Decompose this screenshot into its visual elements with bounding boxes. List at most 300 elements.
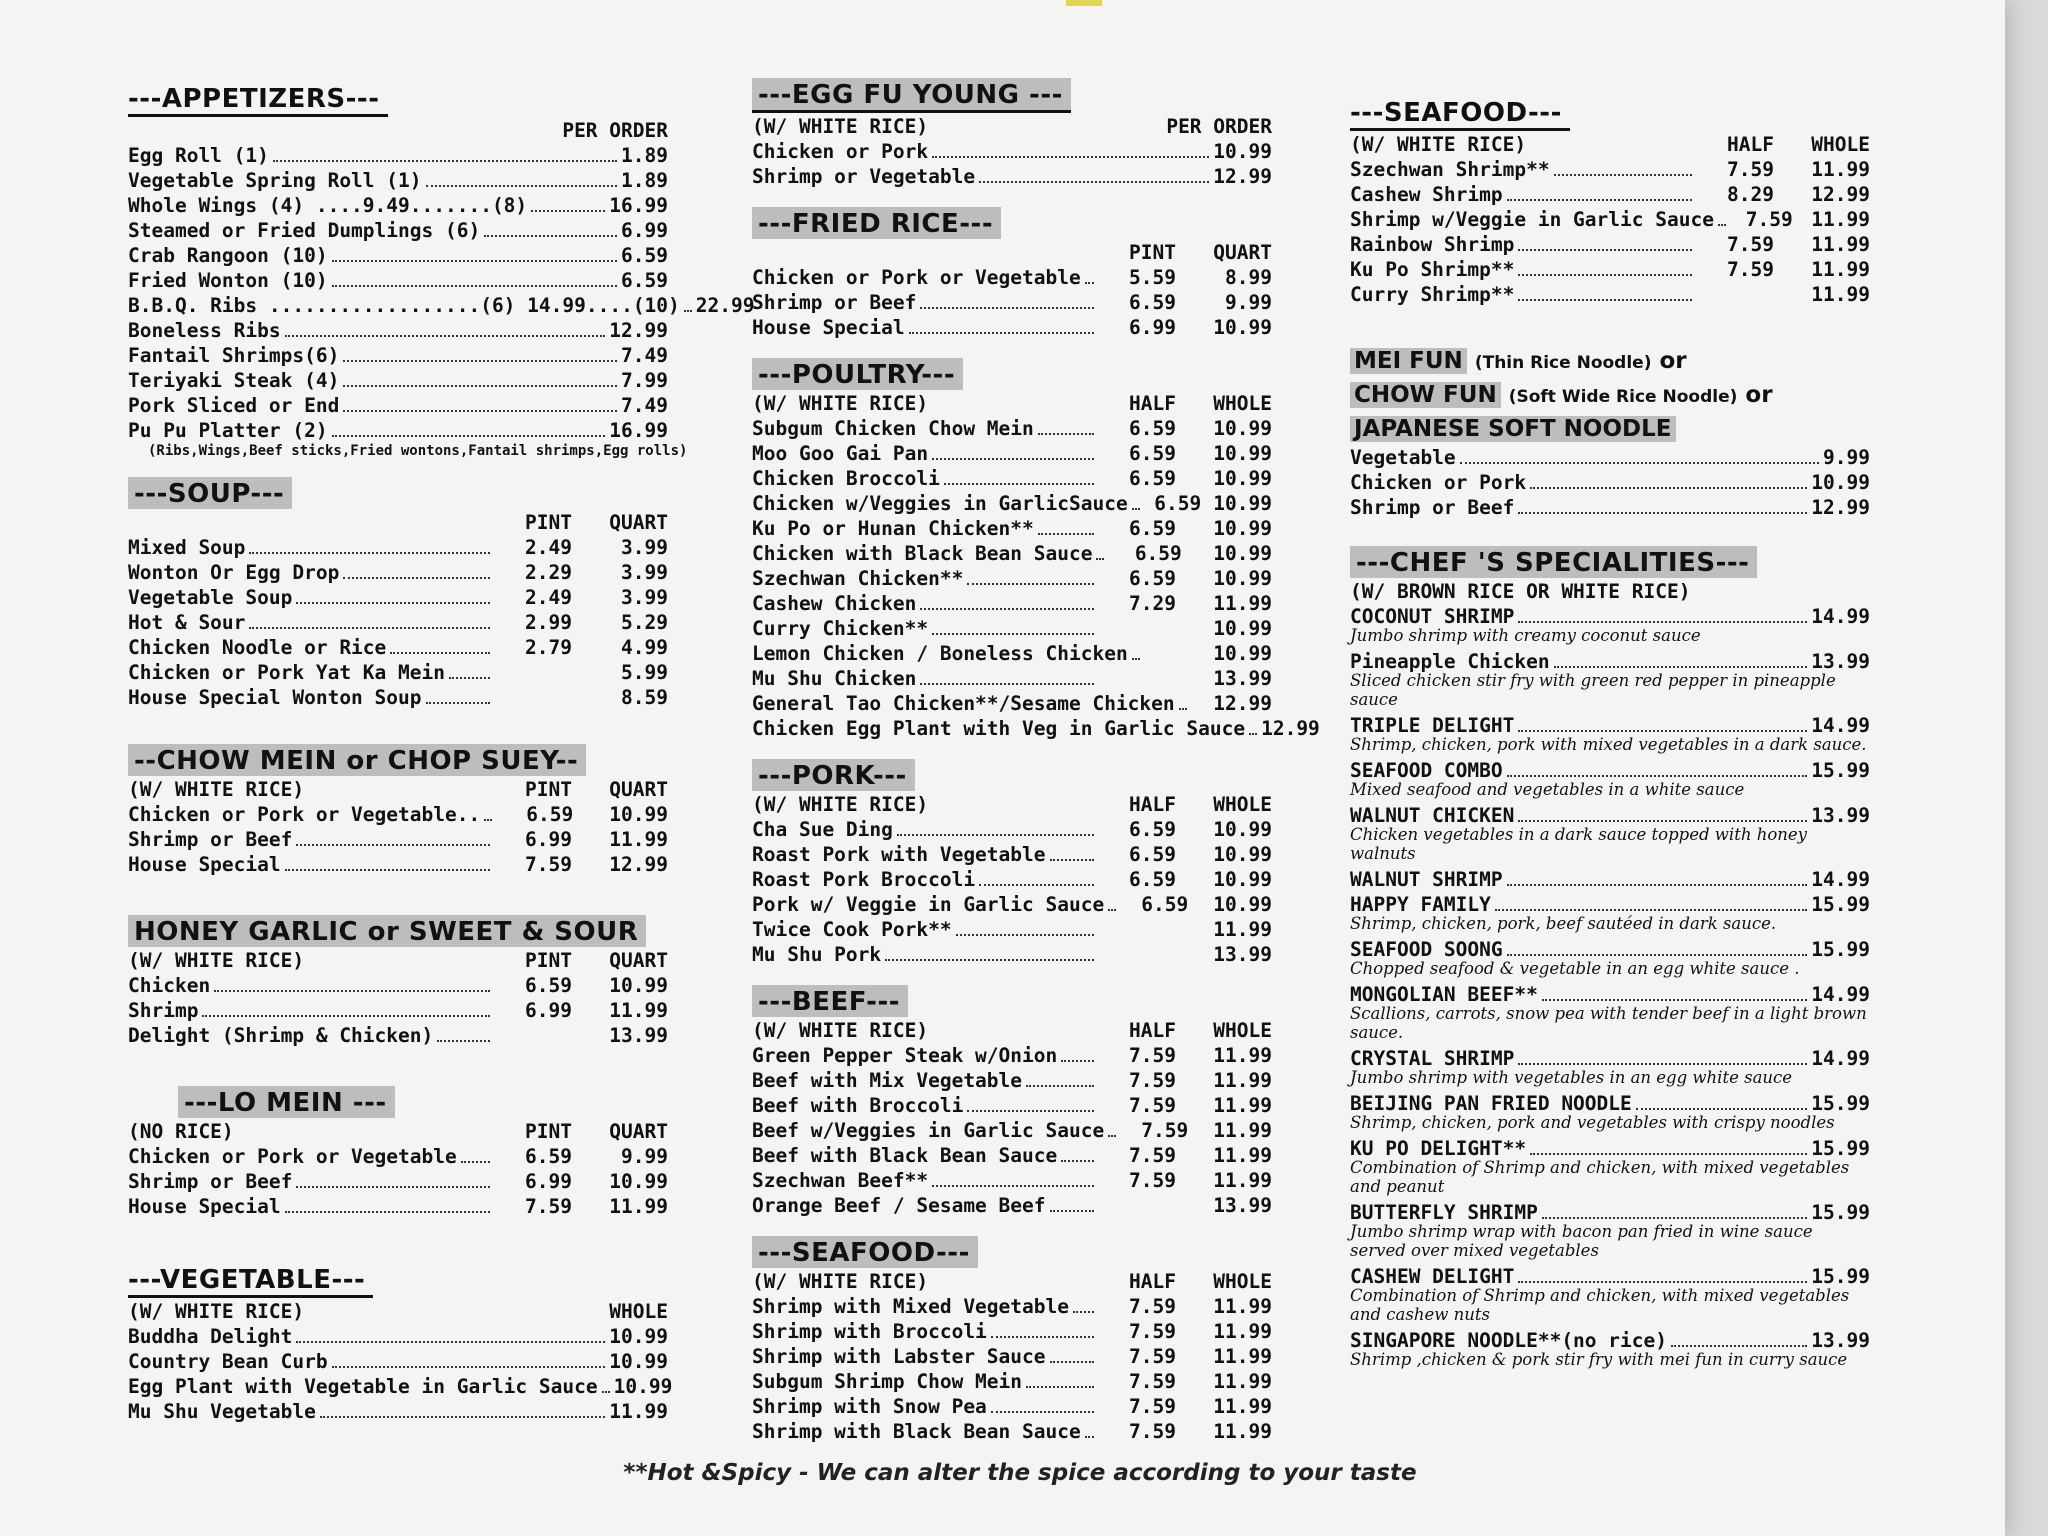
menu-item [128,268,668,293]
leader-dots [484,235,617,237]
item-price: 15.99 [1811,1265,1870,1288]
menu-item [128,535,668,560]
item-name: Green Pepper Steak w/Onion [752,1044,1058,1067]
item-price-large: 9.99 [1225,291,1272,314]
menu-item [1350,207,1870,232]
item-price-large: 10.99 [1213,818,1272,841]
eggfu-title: ---EGG FU YOUNG --- [752,78,1071,113]
leader-dots [426,702,491,704]
item-price: 7.99 [621,369,668,392]
item-price-large: 11.99 [1213,1119,1272,1142]
item-price-small: 6.59 [1129,442,1176,465]
item-price: 14.99 [1811,1047,1870,1070]
leader-dots [484,819,492,821]
item-price-large: 10.99 [1213,567,1272,590]
item-name: Buddha Delight [128,1325,293,1348]
leader-dots [273,160,617,162]
item-name: Mixed Soup [128,536,246,559]
item-name: Shrimp or Beef [752,291,917,314]
item-price: 14.99 [1811,714,1870,737]
item-price-large: 11.99 [609,1195,668,1218]
item-price: 10.99 [609,1325,668,1348]
chef-note: (W/ BROWN RICE OR WHITE RICE) [1350,580,1691,603]
item-price-large: 10.99 [609,974,668,997]
eggfu-list [752,139,1272,189]
menu-item [752,416,1272,441]
item-price-large: 10.99 [1213,843,1272,866]
pork-title: ---PORK--- [752,759,915,791]
leader-dots [320,1416,605,1418]
leader-dots [932,1185,1094,1187]
chow-note: (W/ WHITE RICE) [128,778,305,801]
item-name: General Tao Chicken**/Sesame Chicken [752,692,1175,715]
leader-dots [920,608,1094,610]
item-name: CASHEW DELIGHT [1350,1265,1515,1288]
meifun-line1 [1350,345,1870,379]
appetizers-section [128,78,755,459]
item-name: Subgum Chicken Chow Mein [752,417,1034,440]
leader-dots [979,884,1094,886]
item-name: House Special [128,853,281,876]
item-name: Chicken or Pork Yat Ka Mein [128,661,445,684]
item-price-large: 10.99 [1213,642,1272,665]
menu-item [752,1419,1272,1444]
seafood-note: (W/ WHITE RICE) [1350,133,1527,156]
leader-dots [1061,1160,1094,1162]
item-name: SINGAPORE NOODLE**(no rice) [1350,1329,1667,1352]
item-price: 10.99 [613,1375,673,1398]
item-name: Pork w/ Veggie in Garlic Sauce [752,893,1105,916]
eggfu-section [752,74,1272,189]
leader-dots [449,677,490,679]
item-name: Fantail Shrimps(6) [128,344,340,367]
leader-dots [1530,487,1807,489]
item-name: Vegetable [1350,446,1456,469]
item-price: 11.99 [609,1400,668,1423]
item-name: Roast Pork with Vegetable [752,843,1046,866]
item-price-large: 10.99 [1213,868,1272,891]
leader-dots [1096,558,1104,560]
item-name: Beef w/Veggies in Garlic Sauce [752,1119,1105,1142]
item-price-large: 11.99 [1213,1094,1272,1117]
menu-item [1350,182,1870,207]
item-price-small: 6.59 [1129,843,1176,866]
whole-label: WHOLE [1213,392,1272,415]
menu-item [1350,282,1870,307]
item-price: 10.99 [1213,140,1272,163]
leader-dots [885,959,1094,961]
menu-item [128,1194,668,1219]
item-price-small: 7.59 [1745,208,1793,231]
item-price-small: 6.59 [1129,291,1176,314]
menu-item [128,1023,668,1048]
menu-item [1350,470,1870,495]
item-name: Country Bean Curb [128,1350,328,1373]
item-price-small: 7.59 [1129,1169,1176,1192]
leader-dots [390,652,490,654]
menu-item [128,418,668,443]
soup-title: ---SOUP--- [128,477,292,509]
appetizers-title: ---APPETIZERS--- [128,82,388,117]
chowfun-title: CHOW FUN [1350,382,1501,408]
item-price-large: 12.99 [1213,692,1272,715]
item-price: 15.99 [1811,1137,1870,1160]
leader-dots [991,1411,1094,1413]
item-price-large: 12.99 [609,853,668,876]
item-price-large: 10.99 [609,803,668,826]
menu-item [752,541,1272,566]
item-name: Egg Plant with Vegetable in Garlic Sauce [128,1375,598,1398]
item-price-small: 6.99 [525,999,572,1022]
item-price-small: 6.59 [1141,893,1189,916]
meifun-line2 [1350,379,1870,413]
item-price: 15.99 [1811,1201,1870,1224]
item-name: Chicken or Pork [1350,471,1527,494]
leader-dots [944,483,1094,485]
leader-dots [285,869,490,871]
item-price-small: 7.59 [1727,258,1774,281]
half-label: HALF [1129,392,1176,415]
item-name: Hot & Sour [128,611,246,634]
item-price-large: 3.99 [621,536,668,559]
leader-dots [296,602,490,604]
item-name: TRIPLE DELIGHT [1350,714,1515,737]
item-price-large: 13.99 [609,1024,668,1047]
leader-dots [249,552,490,554]
seafood-list [1350,157,1870,307]
leader-dots [991,1336,1094,1338]
item-price-small: 6.59 [525,974,572,997]
item-name: WALNUT SHRIMP [1350,868,1503,891]
item-name: Curry Shrimp** [1350,283,1515,306]
pint-label: PINT [525,778,572,801]
seafood-title: ---SEAFOOD--- [1350,96,1570,131]
item-name: Shrimp [128,999,199,1022]
menu-item [1350,257,1870,282]
leader-dots [249,627,490,629]
beef-list [752,1043,1272,1218]
item-price-small: 7.59 [1129,1370,1176,1393]
item-price: 14.99 [1811,868,1870,891]
or-label: or [1659,348,1687,374]
item-price-small: 7.59 [1129,1295,1176,1318]
item-name: Shrimp with Snow Pea [752,1395,987,1418]
menu-item [128,343,668,368]
item-name: BEIJING PAN FRIED NOODLE [1350,1092,1632,1115]
menu-item [752,566,1272,591]
menu-item [752,1319,1272,1344]
leader-dots [202,1015,490,1017]
item-price-small: 8.29 [1727,183,1774,206]
item-price-small: 6.59 [1129,818,1176,841]
meifun-desc: (Thin Rice Noodle) [1474,353,1652,373]
leader-dots [1518,512,1807,514]
item-price-small: 7.59 [1129,1345,1176,1368]
leader-dots [1554,174,1692,176]
leader-dots [932,633,1094,635]
eggfu-note: (W/ WHITE RICE) [752,115,929,138]
item-name: Twice Cook Pork** [752,918,952,941]
item-price-large: 11.99 [1213,1295,1272,1318]
item-price-small: 7.59 [1129,1044,1176,1067]
leader-dots [979,181,1209,183]
item-price: 12.99 [1213,165,1272,188]
item-name: Shrimp with Black Bean Sauce [752,1420,1081,1443]
beef-colhead [752,1019,1272,1043]
leader-dots [343,577,490,579]
item-price-large: 11.99 [1213,1069,1272,1092]
menu-item [752,842,1272,867]
chow-section [128,740,668,877]
item-price: 13.99 [1811,804,1870,827]
item-name: Szechwan Beef** [752,1169,929,1192]
menu-item [752,641,1272,666]
whole-label: WHOLE [1213,1270,1272,1293]
leader-dots [332,435,606,437]
item-price-small: 2.79 [525,636,572,659]
item-price-small: 7.29 [1129,592,1176,615]
leader-dots [1518,274,1692,276]
honey-colhead [128,949,668,973]
poultry-note: (W/ WHITE RICE) [752,392,929,415]
item-name: Curry Chicken** [752,617,929,640]
item-price-large: 11.99 [1811,258,1870,281]
item-description: Combination of Shrimp and chicken, with mixed vegetables and peanut [1350,1158,1850,1196]
item-price: 6.59 [621,244,668,267]
item-name: Mu Shu Chicken [752,667,917,690]
quart-label: QUART [609,949,668,972]
item-name: Cashew Chicken [752,592,917,615]
leader-dots [285,335,606,337]
leader-dots [967,583,1094,585]
leader-dots [1038,433,1094,435]
item-price-large: 11.99 [1213,592,1272,615]
item-name: BUTTERFLY SHRIMP [1350,1201,1538,1224]
menu-item [752,1369,1272,1394]
item-price-small: 7.59 [1129,1069,1176,1092]
item-price-large: 5.99 [621,661,668,684]
poultry-title: ---POULTRY--- [752,358,963,390]
seafood-mid-section [752,1232,1272,1444]
item-name: MONGOLIAN BEEF** [1350,983,1538,1006]
pork-list [752,817,1272,967]
leader-dots [1507,199,1692,201]
pint-label: PINT [525,511,572,534]
item-price-large: 11.99 [1811,233,1870,256]
soup-list [128,535,668,710]
item-description: Chopped seafood & vegetable in an egg white sauce . [1350,959,1800,978]
half-label: HALF [1129,1019,1176,1042]
leader-dots [461,1161,490,1163]
item-price: 14.99 [1811,605,1870,628]
item-name: Egg Roll (1) [128,144,269,167]
item-price-large: 4.99 [621,636,668,659]
item-price: 15.99 [1811,893,1870,916]
menu-item [752,265,1272,290]
item-description: Jumbo shrimp with vegetables in an egg white sauce [1350,1068,1793,1087]
meifun-line3 [1350,413,1870,445]
item-name: Vegetable Soup [128,586,293,609]
item-name: Pu Pu Platter (2) [128,419,328,442]
menu-item [128,585,668,610]
item-price-small: 7.59 [525,853,572,876]
item-description: Shrimp ,chicken & pork stir fry with mei fun in curry sauce [1350,1350,1848,1369]
menu-item [752,1294,1272,1319]
menu-item [128,193,668,218]
item-price: 9.99 [1823,446,1870,469]
item-price-large: 11.99 [1213,1370,1272,1393]
item-price-large: 10.99 [609,1170,668,1193]
item-name: Subgum Shrimp Chow Mein [752,1370,1023,1393]
chow-list [128,802,668,877]
item-price-small: 6.99 [1129,316,1176,339]
menu-item [752,1043,1272,1068]
item-name: Shrimp or Beef [128,828,293,851]
menu-item [128,1144,668,1169]
item-name: House Special [752,316,905,339]
seafood-section [1350,92,1870,307]
item-price-small: 2.29 [525,561,572,584]
menu-item [752,892,1272,917]
menu-item [752,516,1272,541]
item-price-large: 13.99 [1213,943,1272,966]
item-name: Szechwan Shrimp** [1350,158,1550,181]
item-name: Vegetable Spring Roll (1) [128,169,422,192]
leader-dots [296,844,490,846]
item-name: Beef with Broccoli [752,1094,964,1117]
item-price-large: 11.99 [1213,918,1272,941]
item-description: Jumbo shrimp wrap with bacon pan fried in wine sauce served over mixed vegetables [1350,1222,1813,1260]
half-label: HALF [1129,793,1176,816]
item-price-small: 7.59 [1727,233,1774,256]
menu-item [752,691,1272,716]
menu-item [752,1168,1272,1193]
item-price-large: 13.99 [1213,1194,1272,1217]
pint-label: PINT [525,1120,572,1143]
leader-dots [426,185,618,187]
item-name: B.B.Q. Ribs ..................(6) 14.99....(10) [128,294,680,317]
lomein-colhead [128,1120,668,1144]
item-name: WALNUT CHICKEN [1350,804,1515,827]
leader-dots [1518,820,1807,822]
item-name: Shrimp or Vegetable [752,165,976,188]
item-name: CRYSTAL SHRIMP [1350,1047,1515,1070]
leader-dots [285,1211,490,1213]
chef-colhead [1350,580,1870,604]
item-price: 10.99 [609,1350,668,1373]
item-price: 12.99 [609,319,668,342]
leader-dots [1518,299,1692,301]
leader-dots [1179,708,1187,710]
item-name: Whole Wings (4) ....9.49.......(8) [128,194,528,217]
menu-item [752,1344,1272,1369]
item-price-large: 10.99 [1213,517,1272,540]
menu-item [128,368,668,393]
item-name: COCONUT SHRIMP [1350,605,1515,628]
item-price-small: 2.49 [525,536,572,559]
item-price-large: 9.99 [621,1145,668,1168]
menu-item [752,1193,1272,1218]
japanese-noodle-title: JAPANESE SOFT NOODLE [1350,416,1676,442]
leader-dots [967,1110,1094,1112]
menu-column-left [128,78,755,1438]
poultry-section [752,354,1320,741]
leader-dots [343,410,617,412]
item-price-large: 10.99 [1213,542,1272,565]
item-name: Moo Goo Gai Pan [752,442,929,465]
item-price-large: 11.99 [1811,283,1870,306]
item-name: Shrimp with Mixed Vegetable [752,1295,1069,1318]
item-price-large: 11.99 [1213,1169,1272,1192]
menu-item [1350,232,1870,257]
leader-dots [1460,462,1819,464]
item-name: Ku Po or Hunan Chicken** [752,517,1034,540]
whole-label: WHOLE [1213,1019,1272,1042]
menu-item [128,973,668,998]
leader-dots [296,1186,490,1188]
item-price: 1.89 [621,144,668,167]
item-description: Chicken vegetables in a dark sauce topped with honey walnuts [1350,825,1807,863]
appetizers-colhead [128,119,668,143]
item-price-large: 12.99 [1261,717,1320,740]
chef-list [1350,604,1870,1369]
vegetable-section [128,1259,673,1424]
item-name: Chicken w/Veggies in GarlicSauce [752,492,1128,515]
item-price-small: 5.59 [1129,266,1176,289]
item-price-large: 10.99 [1213,617,1272,640]
item-price-small: 7.59 [1141,1119,1189,1142]
lomein-title: ---LO MEIN --- [178,1086,395,1118]
item-price-small: 6.59 [1129,417,1176,440]
chow-colhead [128,778,668,802]
menu-item [752,466,1272,491]
item-price-large: 11.99 [609,999,668,1022]
seafood-mid-note: (W/ WHITE RICE) [752,1270,929,1293]
pork-note: (W/ WHITE RICE) [752,793,929,816]
item-name: Wonton Or Egg Drop [128,561,340,584]
item-name: Shrimp with Labster Sauce [752,1345,1046,1368]
menu-item [1350,157,1870,182]
menu-column-right [1350,92,1870,1383]
item-name: Cha Sue Ding [752,818,893,841]
leader-dots [1542,999,1807,1001]
leader-dots [920,307,1094,309]
meifun-title: MEI FUN [1350,348,1467,374]
item-name: Roast Pork Broccoli [752,868,976,891]
item-price-small: 6.59 [1134,542,1182,565]
menu-item [128,1374,673,1399]
menu-item [752,867,1272,892]
item-price-large: 11.99 [609,828,668,851]
leader-dots [684,310,692,312]
menu-item [128,318,668,343]
item-description: Combination of Shrimp and chicken, with mixed vegetables and cashew nuts [1350,1286,1850,1324]
item-price-large: 11.99 [1213,1044,1272,1067]
item-price-large: 10.99 [1213,442,1272,465]
menu-item [128,293,755,318]
item-name: Delight (Shrimp & Chicken) [128,1024,434,1047]
item-name: Beef with Mix Vegetable [752,1069,1023,1092]
honey-note: (W/ WHITE RICE) [128,949,305,972]
leader-dots [1554,666,1808,668]
item-name: Teriyaki Steak (4) [128,369,340,392]
menu-item [752,1118,1272,1143]
item-name: Chicken Broccoli [752,467,940,490]
leader-dots [531,210,605,212]
item-name: Mu Shu Vegetable [128,1400,316,1423]
or-label: or [1745,382,1773,408]
leader-dots [1495,909,1807,911]
